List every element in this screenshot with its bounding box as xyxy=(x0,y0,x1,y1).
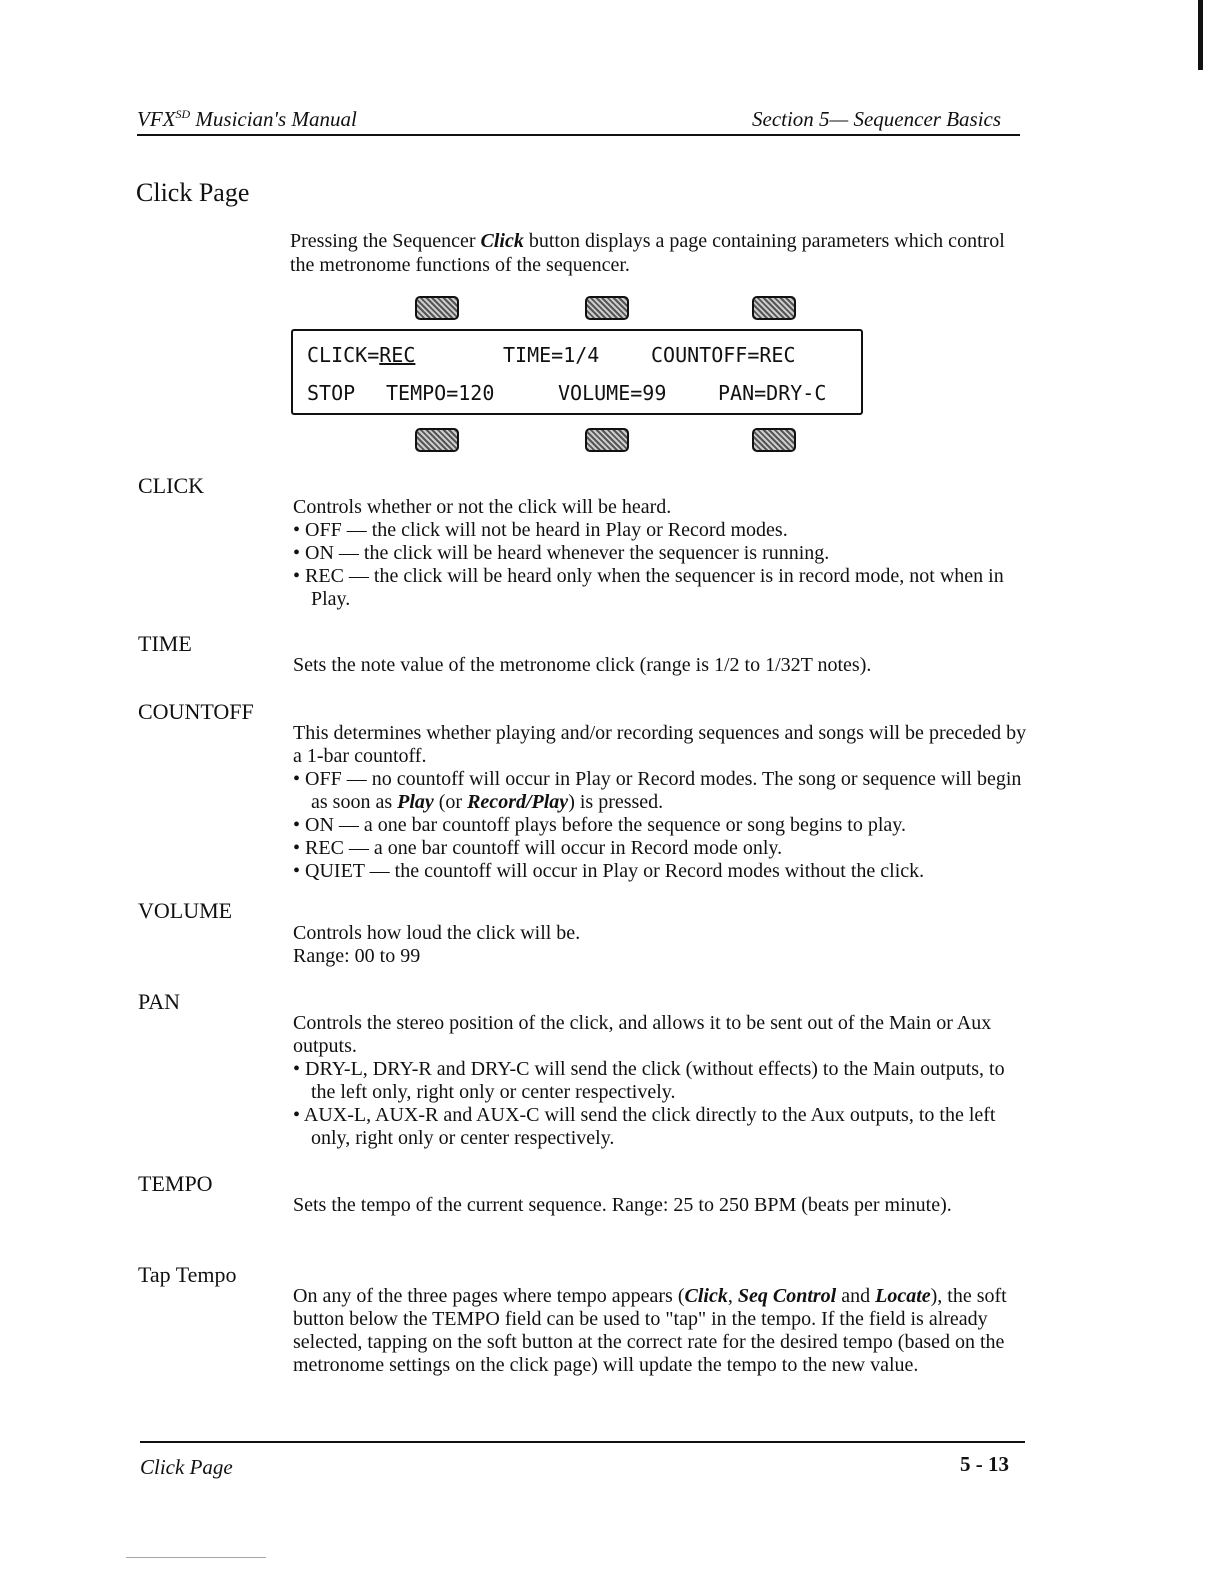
footer-section-name: Click Page xyxy=(140,1455,233,1479)
list-item: • ON — the click will be heard whenever the sequencer is running. xyxy=(293,542,1028,565)
click-intro: Controls whether or not the click will be heard. xyxy=(293,496,672,518)
footer-rule xyxy=(140,1441,1025,1443)
soft-button-top-1[interactable] xyxy=(415,296,459,320)
soft-button-bottom-1[interactable] xyxy=(415,428,459,452)
section-label-click: CLICK xyxy=(138,473,204,498)
tempo-text: Sets the tempo of the current sequence. Range: 25 to 250 BPM (beats per minute). xyxy=(293,1194,952,1216)
section-label-volume: VOLUME xyxy=(138,898,233,923)
section-body-click xyxy=(293,496,1028,611)
list-item: • ON — a one bar countoff plays before the sequence or song begins to play. xyxy=(293,814,1028,837)
list-item: • REC — the click will be heard only when the sequencer is in record mode, not when in Play. xyxy=(293,565,1028,611)
list-item: • QUIET — the countoff will occur in Play or Record modes without the click. xyxy=(293,860,1028,883)
lcd-time-field: TIME=1/4 xyxy=(503,343,600,367)
scan-edge-line xyxy=(126,1557,266,1558)
soft-button-top-2[interactable] xyxy=(585,296,629,320)
tap-tempo-text: On any of the three pages where tempo appears (Click, Seq Control and Locate), the soft button below the TEMPO field can be used to "tap" in the tempo. If the field is already selected, tapping on the soft button at the correct rate for the desired tempo (based on the metronome settings on the click page) will update the tempo to the new value. xyxy=(293,1285,1007,1376)
pan-intro: Controls the stereo position of the click, and allows it to be sent out of the Main or Aux outputs. xyxy=(293,1012,992,1057)
soft-button-top-3[interactable] xyxy=(752,296,796,320)
countoff-intro: This determines whether playing and/or recording sequences and songs will be preceded by a 1-bar countoff. xyxy=(293,722,1027,767)
volume-range: Range: 00 to 99 xyxy=(293,945,421,967)
section-body-tempo xyxy=(293,1194,1028,1217)
section-body-tap-tempo xyxy=(293,1285,1028,1377)
intro-paragraph: Pressing the Sequencer Click button displays a page containing parameters which control the metronome functions of the sequencer. xyxy=(290,230,1005,276)
section-label-time: TIME xyxy=(138,631,192,656)
list-item: • DRY-L, DRY-R and DRY-C will send the click (without effects) to the Main outputs, to the left only, right only or center respectively. xyxy=(293,1058,1028,1104)
running-header-left: $VFX^{SD}$ Musician's Manual xyxy=(137,107,357,131)
section-label-pan: PAN xyxy=(138,989,180,1014)
section-label-tap-tempo: Tap Tempo xyxy=(138,1262,237,1287)
section-body-countoff xyxy=(293,722,1028,883)
time-text: Sets the note value of the metronome click (range is 1/2 to 1/32T notes). xyxy=(293,654,872,676)
list-item: • REC — a one bar countoff will occur in Record mode only. xyxy=(293,837,1028,860)
lcd-countoff-field: COUNTOFF=REC xyxy=(651,343,796,367)
running-header-right: Section 5— Sequencer Basics xyxy=(752,107,1002,131)
lcd-click-field: CLICK=REC xyxy=(307,343,416,367)
soft-button-bottom-3[interactable] xyxy=(752,428,796,452)
section-body-time xyxy=(293,654,1028,677)
section-label-countoff: COUNTOFF xyxy=(138,699,254,724)
lcd-tempo-field: TEMPO=120 xyxy=(386,381,495,405)
list-item: • OFF — no countoff will occur in Play or Record modes. The song or sequence will begin as soon as Play (or Record/Play) is pressed. xyxy=(293,768,1028,814)
lcd-pan-field: PAN=DRY-C xyxy=(718,381,827,405)
volume-text: Controls how loud the click will be. xyxy=(293,922,581,944)
list-item: • AUX-L, AUX-R and AUX-C will send the click directly to the Aux outputs, to the left only, right only or center respectively. xyxy=(293,1104,1028,1150)
list-item: • OFF — the click will not be heard in Play or Record modes. xyxy=(293,519,1028,542)
section-body-volume xyxy=(293,922,1028,968)
lcd-volume-field: VOLUME=99 xyxy=(558,381,667,405)
section-body-pan xyxy=(293,1012,1028,1150)
soft-button-bottom-2[interactable] xyxy=(585,428,629,452)
page-number: 5 - 13 xyxy=(960,1452,1009,1476)
lcd-display xyxy=(291,329,863,415)
header-rule xyxy=(137,134,1020,136)
page-title: Click Page xyxy=(136,178,250,207)
scan-edge-mark xyxy=(1198,0,1203,70)
lcd-stop-field: STOP xyxy=(307,381,356,405)
section-label-tempo: TEMPO xyxy=(138,1171,213,1196)
